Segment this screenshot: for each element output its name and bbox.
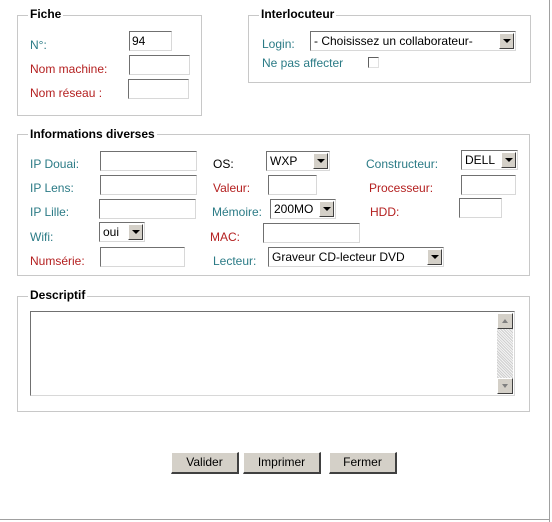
constructeur-select[interactable] [461, 150, 518, 170]
os-label: OS: [213, 157, 234, 171]
valeur-input[interactable] [268, 175, 317, 195]
fiche-legend: Fiche [30, 7, 62, 21]
ip-douai-label: IP Douai: [30, 157, 80, 171]
valeur-label: Valeur: [213, 181, 251, 195]
lecteur-select[interactable] [268, 247, 444, 267]
scroll-down-icon[interactable] [497, 378, 513, 394]
memoire-label: Mémoire: [212, 205, 263, 219]
fermer-button[interactable]: Fermer [329, 452, 397, 474]
descriptif-legend: Descriptif [30, 288, 86, 302]
nom-machine-input[interactable] [129, 55, 190, 75]
chevron-down-icon[interactable] [319, 201, 334, 217]
ip-lens-label: IP Lens: [30, 181, 74, 195]
lecteur-label: Lecteur: [213, 254, 257, 268]
wifi-select[interactable] [99, 222, 145, 242]
ip-lille-input[interactable] [99, 199, 196, 219]
chevron-down-icon[interactable] [499, 33, 514, 49]
window-edge-bottom [0, 519, 550, 520]
window-edge-right [549, 0, 550, 522]
chevron-down-icon[interactable] [313, 153, 328, 169]
ip-lille-label: IP Lille: [30, 205, 70, 219]
ip-douai-input[interactable] [100, 151, 197, 171]
processeur-input[interactable] [461, 175, 516, 195]
hdd-input[interactable] [459, 198, 502, 218]
descriptif-scrollbar[interactable] [497, 313, 513, 394]
mac-input[interactable] [263, 223, 360, 243]
nom-reseau-label: Nom réseau : [30, 86, 103, 100]
wifi-selected-value: oui [103, 225, 120, 239]
num-label: N°: [30, 38, 47, 52]
processeur-label: Processeur: [369, 181, 434, 195]
hdd-label: HDD: [370, 205, 400, 219]
ne-pas-affecter-checkbox[interactable] [368, 57, 379, 68]
scroll-up-icon[interactable] [497, 313, 513, 329]
mac-label: MAC: [210, 230, 240, 244]
memoire-select[interactable] [270, 199, 336, 219]
ne-pas-affecter-label: Ne pas affecter [262, 56, 344, 70]
os-selected-value: WXP [270, 154, 298, 168]
login-selected-value: - Choisissez un collaborateur- [314, 34, 473, 48]
ip-lens-input[interactable] [100, 175, 197, 195]
descriptif-textarea[interactable] [30, 311, 515, 396]
login-label: Login: [262, 37, 295, 51]
num-input[interactable]: 94 [129, 31, 172, 51]
numserie-input[interactable] [100, 247, 185, 267]
valider-button[interactable]: Valider [171, 452, 239, 474]
infos-legend: Informations diverses [30, 127, 155, 141]
wifi-label: Wifi: [30, 230, 54, 244]
chevron-down-icon[interactable] [427, 249, 442, 265]
memoire-selected-value: 200MO [274, 202, 314, 216]
numserie-label: Numsérie: [30, 254, 85, 268]
imprimer-button[interactable]: Imprimer [243, 452, 321, 474]
chevron-down-icon[interactable] [128, 224, 143, 240]
login-select[interactable] [310, 31, 516, 51]
interlocuteur-legend: Interlocuteur [261, 7, 335, 21]
lecteur-selected-value: Graveur CD-lecteur DVD [272, 250, 405, 264]
os-select[interactable] [266, 151, 330, 171]
constructeur-selected-value: DELL [465, 153, 496, 167]
chevron-down-icon[interactable] [501, 152, 516, 168]
nom-reseau-input[interactable] [128, 79, 189, 99]
constructeur-label: Constructeur: [366, 157, 439, 171]
nom-machine-label: Nom machine: [30, 62, 108, 76]
